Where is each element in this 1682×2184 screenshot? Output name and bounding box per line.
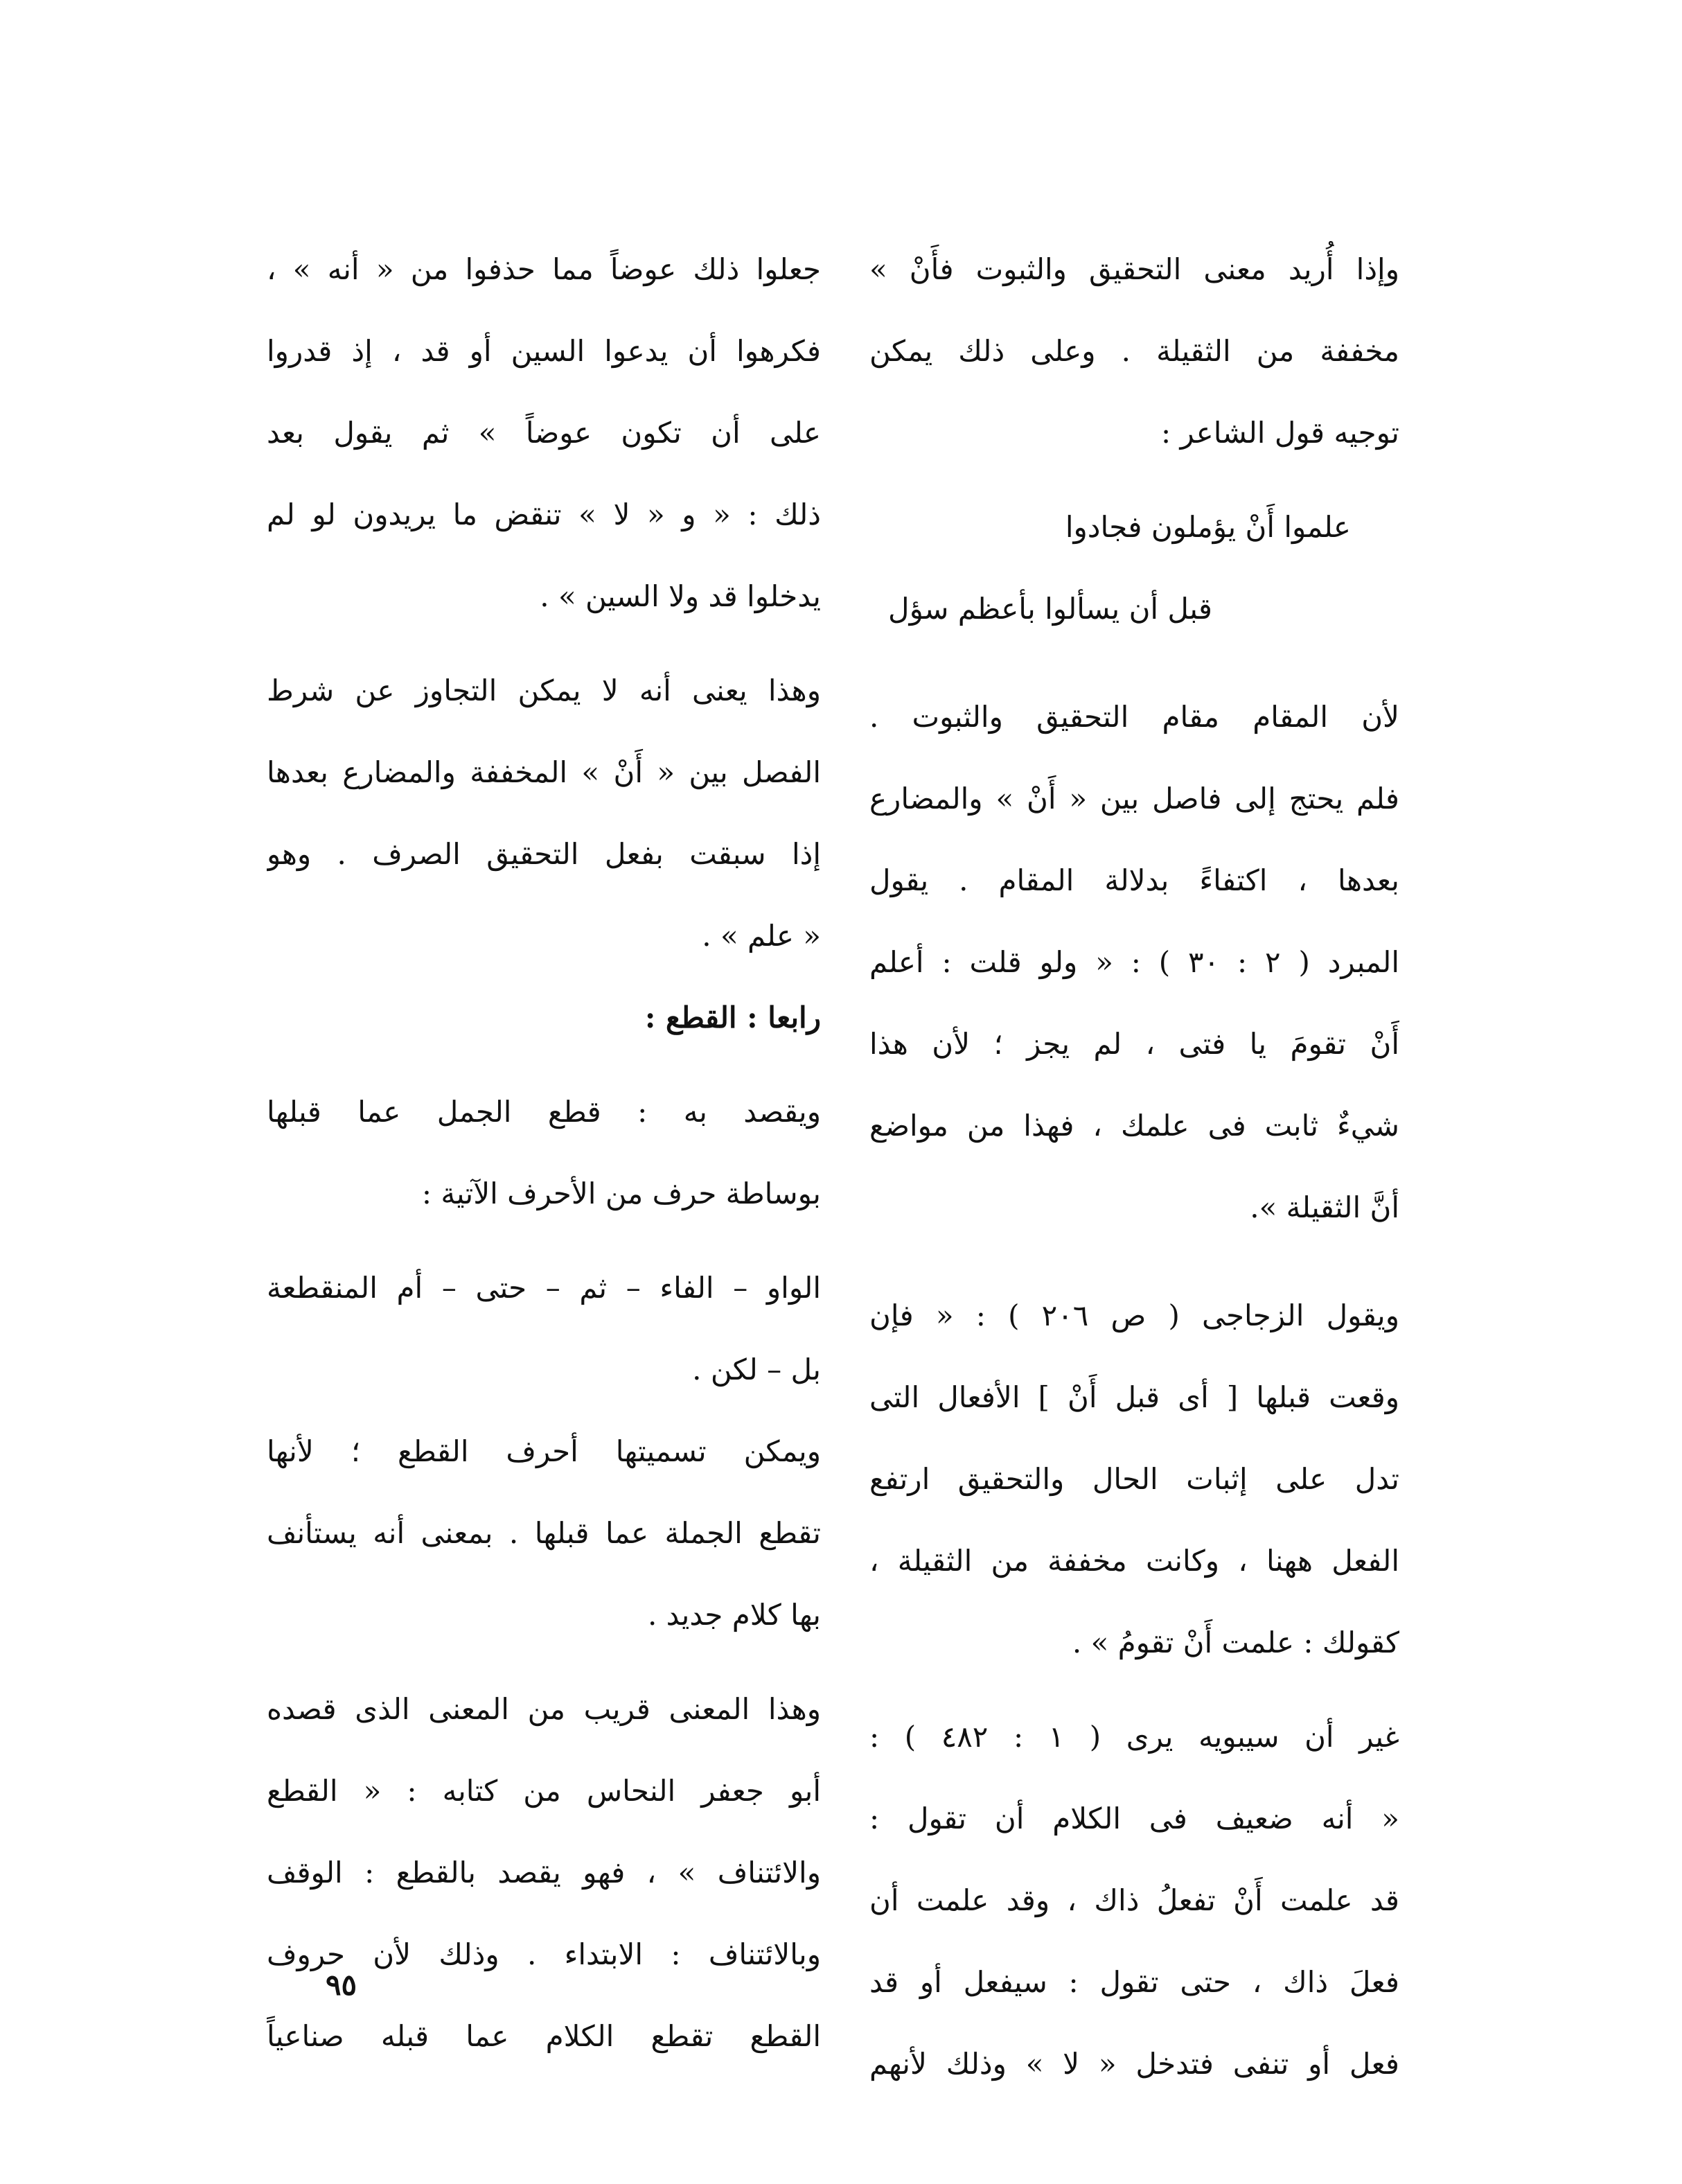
page-number: ٩٥ (326, 1968, 357, 2002)
text-line: تقطع الجملة عما قبلها . بمعنى أنه يستأنف (267, 1516, 821, 1550)
text-line: بعدها ، اكتفاءً بدلالة المقام . يقول (869, 863, 1399, 897)
text-line: توجيه قول الشاعر : (1161, 416, 1399, 450)
text-line: فكرهوا أن يدعوا السين أو قد ، إذ قدروا (267, 334, 821, 368)
text-line: أبو جعفر النحاس من كتابه : « القطع (267, 1774, 821, 1808)
text-line: وبالائتناف : الابتداء . وذلك لأن حروف (267, 1937, 821, 1971)
text-line: « علم » . (702, 919, 821, 953)
text-line: فعلَ ذاك ، حتى تقول : سيفعل أو قد (869, 1965, 1399, 1999)
text-line: وهذا يعنى أنه لا يمكن التجاوز عن شرط (267, 673, 821, 707)
text-line: الواو – الفاء – ثم – حتى – أم المنقطعة (267, 1271, 821, 1305)
text-line: المبرد ( ٢ : ٣٠ ) : « ولو قلت : أعلم (869, 945, 1399, 979)
text-line: لأن المقام مقام التحقيق والثبوت . (869, 700, 1399, 734)
text-line: فلم يحتج إلى فاصل بين « أَنْ » والمضارع (869, 782, 1399, 816)
verse-line: علموا أَنْ يؤملون فجادوا (1065, 510, 1351, 544)
verse-line: قبل أن يسألوا بأعظم سؤل (888, 592, 1212, 626)
text-line: الفعل ههنا ، وكانت مخففة من الثقيلة ، (869, 1544, 1399, 1578)
text-line: أنَّ الثقيلة ». (1250, 1190, 1399, 1224)
text-line: ويمكن تسميتها أحرف القطع ؛ لأنها (267, 1434, 821, 1468)
text-line: ذلك : « و « لا » تنقض ما يريدون لو لم (267, 497, 821, 531)
text-line: إذا سبقت بفعل التحقيق الصرف . وهو (267, 837, 821, 871)
text-line: بوساطة حرف من الأحرف الآتية : (421, 1177, 821, 1210)
text-line: وقعت قبلها [ أى قبل أَنْ ] الأفعال التى (869, 1380, 1399, 1414)
text-line: فعل أو تنفى فتدخل « لا » وذلك لأنهم (869, 2047, 1399, 2081)
text-line: شيءٌ ثابت فى علمك ، فهذا من مواضع (869, 1109, 1399, 1143)
text-line: والائتناف » ، فهو يقصد بالقطع : الوقف (267, 1856, 821, 1890)
text-line: يدخلوا قد ولا السين » . (540, 579, 821, 613)
text-line: أَنْ تقومَ يا فتى ، لم يجز ؛ لأن هذا (869, 1027, 1399, 1061)
text-line: ويقصد به : قطع الجمل عما قبلها (267, 1095, 821, 1129)
text-line: وهذا المعنى قريب من المعنى الذى قصده (267, 1692, 821, 1726)
text-line: القطع تقطع الكلام عما قبله صناعياً (267, 2019, 821, 2053)
text-line: الفصل بين « أَنْ » المخففة والمضارع بعدها (267, 755, 821, 789)
right-column (869, 229, 1399, 2105)
text-line: غير أن سيبويه يرى ( ١ : ٤٨٢ ) : (869, 1720, 1399, 1754)
text-line: بها كلام جديد . (647, 1598, 821, 1632)
text-line: وإذا أُريد معنى التحقيق والثبوت فأَنْ » (869, 252, 1399, 286)
text-line: تدل على إثبات الحال والتحقيق ارتفع (869, 1462, 1399, 1496)
text-line: ويقول الزجاجى ( ص ٢٠٦ ) : « فإن (869, 1298, 1399, 1332)
text-line: « أنه ضعيف فى الكلام أن تقول : (869, 1802, 1399, 1835)
text-line: على أن تكون عوضاً » ثم يقول بعد (267, 416, 821, 450)
text-line: كقولك : علمت أَنْ تقومُ » . (1072, 1626, 1399, 1659)
text-line: مخففة من الثقيلة . وعلى ذلك يمكن (869, 334, 1399, 368)
left-column (267, 229, 821, 2077)
section-heading: رابعا : القطع : (644, 1001, 821, 1034)
text-line: قد علمت أَنْ تفعلُ ذاك ، وقد علمت أن (869, 1883, 1399, 1917)
text-line: جعلوا ذلك عوضاً مما حذفوا من « أنه » ، (267, 252, 821, 286)
text-line: بل – لكن . (692, 1353, 821, 1386)
